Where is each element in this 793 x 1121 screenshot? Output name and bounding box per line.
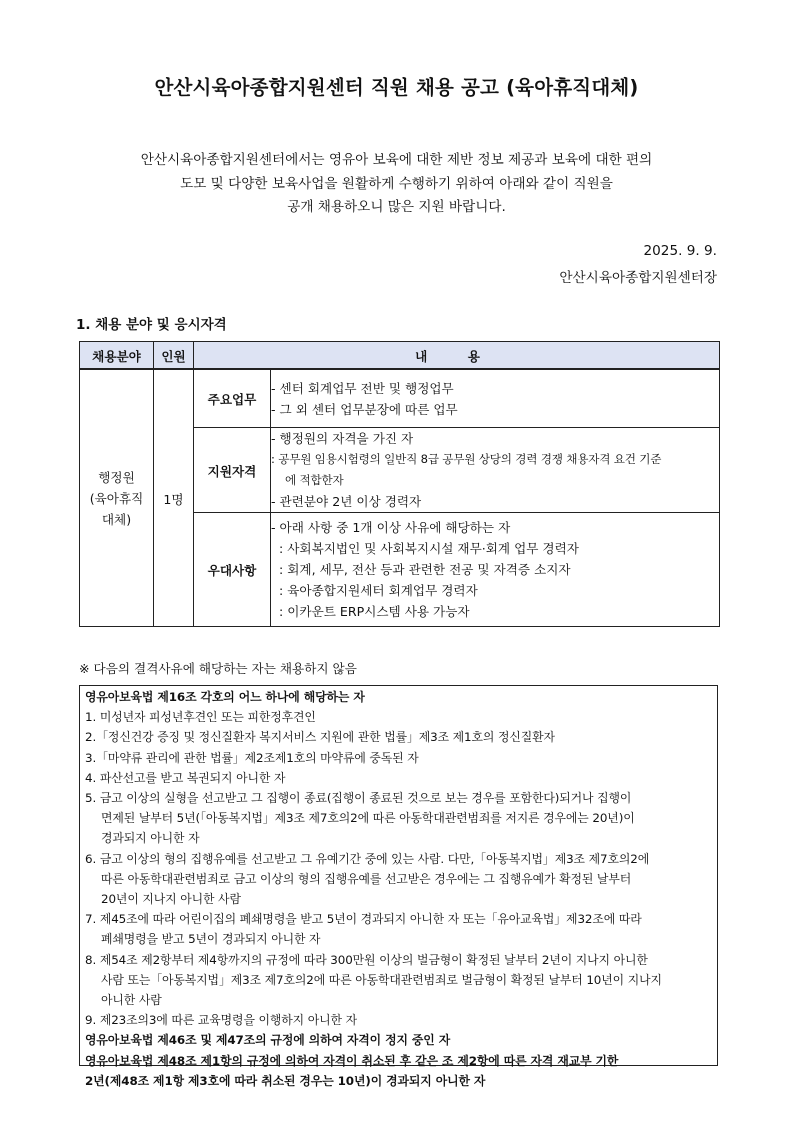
detail-line: - 아래 사항 중 1개 이상 사유에 해당하는 자 — [271, 520, 511, 535]
detail-line: : 사회복지법인 및 사회복지시설 재무·회계 업무 경력자 — [279, 541, 579, 556]
disq-line: 9. 제23조의3에 따른 교육명령을 이행하지 아니한 자 — [85, 1013, 357, 1028]
recruit-count-cell: 1명 — [154, 369, 194, 627]
disq-line: 사람 또는「아동복지법」제3조 제7호의2에 따른 아동학대관련범죄로 벌금형이 확정된 날부터 10년이 지나지 — [101, 972, 662, 987]
detail-main-duties — [271, 369, 720, 428]
disq-line: 3.「마약류 관리에 관한 법률」제2조제1호의 마약류에 중독된 자 — [85, 750, 419, 765]
disq-line: 폐쇄명령을 받고 5년이 경과되지 아니한 자 — [101, 932, 321, 947]
intro-line: 공개 채용하오니 많은 지원 바랍니다. — [287, 199, 506, 215]
detail-line: : 이카운트 ERP시스템 사용 가능자 — [279, 604, 470, 619]
disq-header: 영유아보육법 제16조 각호의 어느 하나에 해당하는 자 — [85, 690, 365, 704]
detail-line: : 공무원 임용시험령의 일반직 8급 공무원 상당의 경력 경쟁 채용자격 요건 기준 — [271, 452, 662, 466]
recruit-field-cell — [80, 369, 154, 627]
field-line: 대체) — [101, 511, 132, 527]
detail-qualification — [271, 428, 720, 513]
announcement-date: 2025. 9. 9. — [643, 243, 717, 259]
disq-line: 7. 제45조에 따라 어린이집의 폐쇄명령을 받고 5년이 경과되지 아니한 자 또는「유아교육법」제32조에 따라 — [85, 912, 642, 927]
disq-line: 아니한 사람 — [101, 993, 162, 1008]
disq-line: 20년이 지나지 아니한 사람 — [101, 892, 241, 907]
detail-line: : 육아종합지원세터 회계업무 경력자 — [279, 583, 478, 598]
disq-line: 면제된 날부터 5년(「아동복지법」제3조 제7호의2에 따른 아동학대관련범죄를 저지른 경우에는 20년)이 — [101, 811, 635, 826]
disq-line: 2.「정신건강 증징 및 정신질환자 복지서비스 지원에 관한 법률」제3조 제1호의 정신질환자 — [85, 730, 555, 745]
header-field: 채용분야 — [80, 342, 154, 370]
disq-line: 경과되지 아니한 자 — [101, 831, 200, 846]
table-row — [80, 369, 720, 428]
disqualification-box — [79, 685, 718, 1088]
category-preference: 우대사항 — [194, 513, 271, 627]
intro-line: 안산시육아종합지원센터에서는 영유아 보육에 대한 제반 정보 제공과 보육에 대한 편의 — [140, 152, 653, 168]
detail-line: : 회계, 세무, 전산 등과 관련한 전공 및 자격증 소지자 — [279, 562, 571, 577]
recruitment-table — [79, 341, 720, 627]
disq-bold-line: 2년(제48조 제1항 제3호에 따라 취소된 경우는 10년)이 경과되지 아니한 자 — [85, 1073, 486, 1088]
disq-line: 1. 미성년자 피성년후견인 또는 피한정후견인 — [85, 710, 316, 725]
field-line: 행정원 — [98, 469, 135, 485]
disqualification-note: ※ 다음의 결격사유에 해당하는 자는 채용하지 않음 — [79, 661, 357, 676]
disq-bold-line: 영유아보육법 제46조 및 제47조의 규정에 의하여 자격이 정지 중인 자 — [85, 1033, 451, 1048]
disq-line: 5. 금고 이상의 실형을 선고받고 그 집행이 종료(집행이 종료된 것으로 보는 경우를 포함한다)되거나 집행이 — [85, 791, 632, 806]
section-heading: 1. 채용 분야 및 응시자격 — [76, 317, 227, 333]
disq-bold-line: 영유아보육법 제48조 제1항의 규정에 의하여 자격이 취소된 후 같은 조 제2항에 따른 자격 재교부 기한 — [85, 1053, 619, 1068]
category-main-duties: 주요업무 — [194, 369, 271, 428]
detail-preference — [271, 513, 720, 627]
detail-line: - 센터 회계업무 전반 및 행정업무 — [271, 380, 454, 396]
header-content: 내 용 — [194, 342, 720, 370]
disq-line: 4. 파산선고를 받고 복권되지 아니한 자 — [85, 770, 286, 785]
announcement-sender: 안산시육아종합지원센터장 — [559, 270, 717, 286]
header-count: 인원 — [154, 342, 194, 370]
disq-line: 6. 금고 이상의 형의 집행유예를 선고받고 그 유예기간 중에 있는 사람. 다만,「아동복지법」제3조 제7호의2에 — [85, 851, 650, 866]
detail-line: - 관련분야 2년 이상 경력자 — [271, 494, 422, 509]
intro-line: 도모 및 다양한 보육사업을 원활하게 수행하기 위하여 아래와 같이 직원을 — [180, 175, 613, 192]
detail-line: - 행정원의 자격을 가진 자 — [271, 431, 414, 446]
category-qualification: 지원자격 — [194, 428, 271, 513]
detail-line: 에 적합한자 — [285, 473, 344, 487]
disq-line: 8. 제54조 제2항부터 제4항까지의 규정에 따라 300만원 이상의 벌금형이 확정된 날부터 2년이 지나지 아니한 — [85, 952, 648, 967]
intro-paragraph — [60, 149, 733, 220]
field-line: (육아휴직 — [89, 490, 144, 506]
disq-line: 따른 아동학대관련범죄로 금고 이상의 형의 집행유예를 선고받은 경우에는 그 집행유예가 확정된 날부터 — [101, 871, 632, 886]
page-title: 안산시육아종합지원센터 직원 채용 공고 (육아휴직대체) — [154, 76, 639, 99]
detail-line: - 그 외 센터 업무분장에 따른 업무 — [271, 401, 458, 417]
table-header-row — [80, 342, 720, 370]
